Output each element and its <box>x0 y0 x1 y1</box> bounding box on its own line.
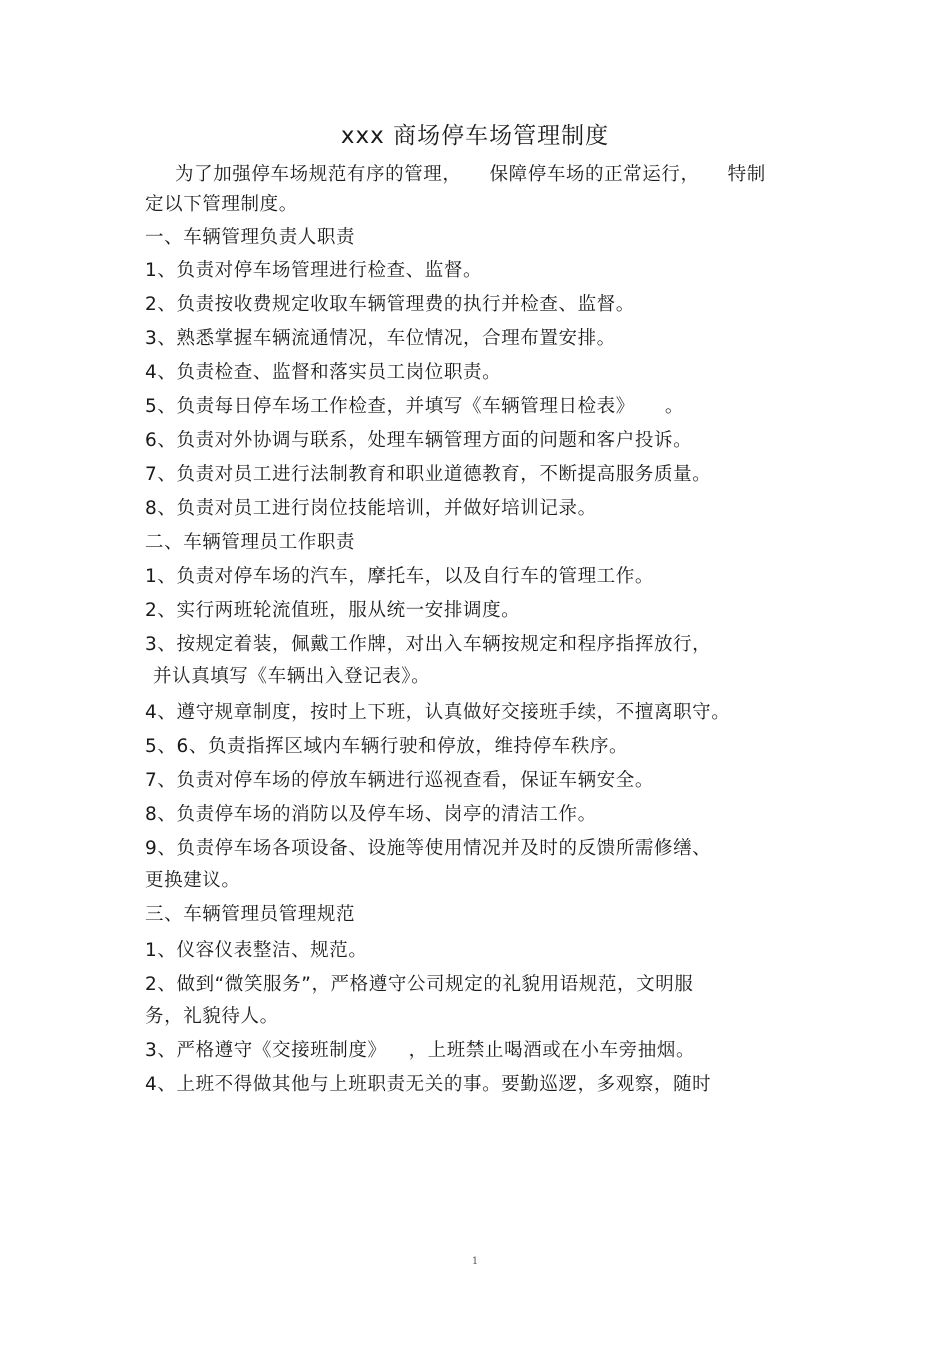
document-title: xxx 商场停车场管理制度 <box>340 123 610 149</box>
section2-item-4: 4、遵守规章制度，按时上下班，认真做好交接班手续，不擅离职守。 <box>145 702 731 723</box>
section3-item-2: 2、做到“微笑服务”，严格遵守公司规定的礼貌用语规范，文明服 <box>145 974 694 995</box>
section1-item-8: 8、负责对员工进行岗位技能培训，并做好培训记录。 <box>145 498 597 519</box>
section-heading-1: 一、车辆管理负责人职责 <box>145 227 356 248</box>
section3-item-2-cont: 务，礼貌待人。 <box>145 1006 279 1027</box>
section1-item-1: 1、负责对停车场管理进行检查、监督。 <box>145 260 483 281</box>
section2-item-1: 1、负责对停车场的汽车，摩托车，以及自行车的管理工作。 <box>145 566 654 587</box>
section2-item-3: 3、按规定着装，佩戴工作牌，对出入车辆按规定和程序指挥放行， <box>145 634 712 655</box>
page-number: 1 <box>471 1256 479 1267</box>
section3-item-3-text: 3、严格遵守《交接班制度》 <box>145 1040 387 1061</box>
section2-item-8: 9、负责停车场各项设备、设施等使用情况并及时的反馈所需修缮、 <box>145 838 712 859</box>
intro-part-3: 特制 <box>727 164 766 185</box>
section1-item-7: 7、负责对员工进行法制教育和职业道德教育，不断提高服务质量。 <box>145 464 712 485</box>
section2-item-7: 8、负责停车场的消防以及停车场、岗亭的清洁工作。 <box>145 804 597 825</box>
section-heading-2: 二、车辆管理员工作职责 <box>145 532 356 553</box>
intro-part-1: 为了加强停车场规范有序的管理， <box>175 164 462 185</box>
section3-item-1: 1、仪容仪表整洁、规范。 <box>145 940 368 961</box>
intro-part-2: 保障停车场的正常运行， <box>489 164 700 185</box>
section2-item-8-cont: 更换建议。 <box>145 870 241 891</box>
section-heading-3: 三、车辆管理员管理规范 <box>145 904 356 925</box>
section1-item-5 <box>145 392 684 422</box>
section3-item-4: 4、上班不得做其他与上班职责无关的事。要勤巡逻，多观察，随时 <box>145 1074 712 1095</box>
section1-item-4: 4、负责检查、监督和落实员工岗位职责。 <box>145 362 502 383</box>
section1-item-3: 3、熟悉掌握车辆流通情况，车位情况，合理布置安排。 <box>145 328 616 349</box>
section2-item-3-cont: 并认真填写《车辆出入登记表》。 <box>153 666 431 687</box>
section3-item-3-end: ，上班禁止喝酒或在小车旁抽烟。 <box>408 1040 696 1061</box>
section1-item-5-end: 。 <box>664 396 684 417</box>
section2-item-2: 2、实行两班轮流值班，服从统一安排调度。 <box>145 600 521 621</box>
section1-item-2: 2、负责按收费规定收取车辆管理费的执行并检查、监督。 <box>145 294 635 315</box>
section3-item-3 <box>145 1036 695 1066</box>
section1-item-5-text: 5、负责每日停车场工作检查，并填写《车辆管理日检表》 <box>145 396 635 417</box>
section2-item-6: 7、负责对停车场的停放车辆进行巡视查看，保证车辆安全。 <box>145 770 654 791</box>
section1-item-6: 6、负责对外协调与联系，处理车辆管理方面的问题和客户投诉。 <box>145 430 693 451</box>
section2-item-5: 5、6、负责指挥区域内车辆行驶和停放，维持停车秩序。 <box>145 736 629 757</box>
intro-line-1 <box>175 160 766 190</box>
intro-line-2: 定以下管理制度。 <box>145 194 298 215</box>
